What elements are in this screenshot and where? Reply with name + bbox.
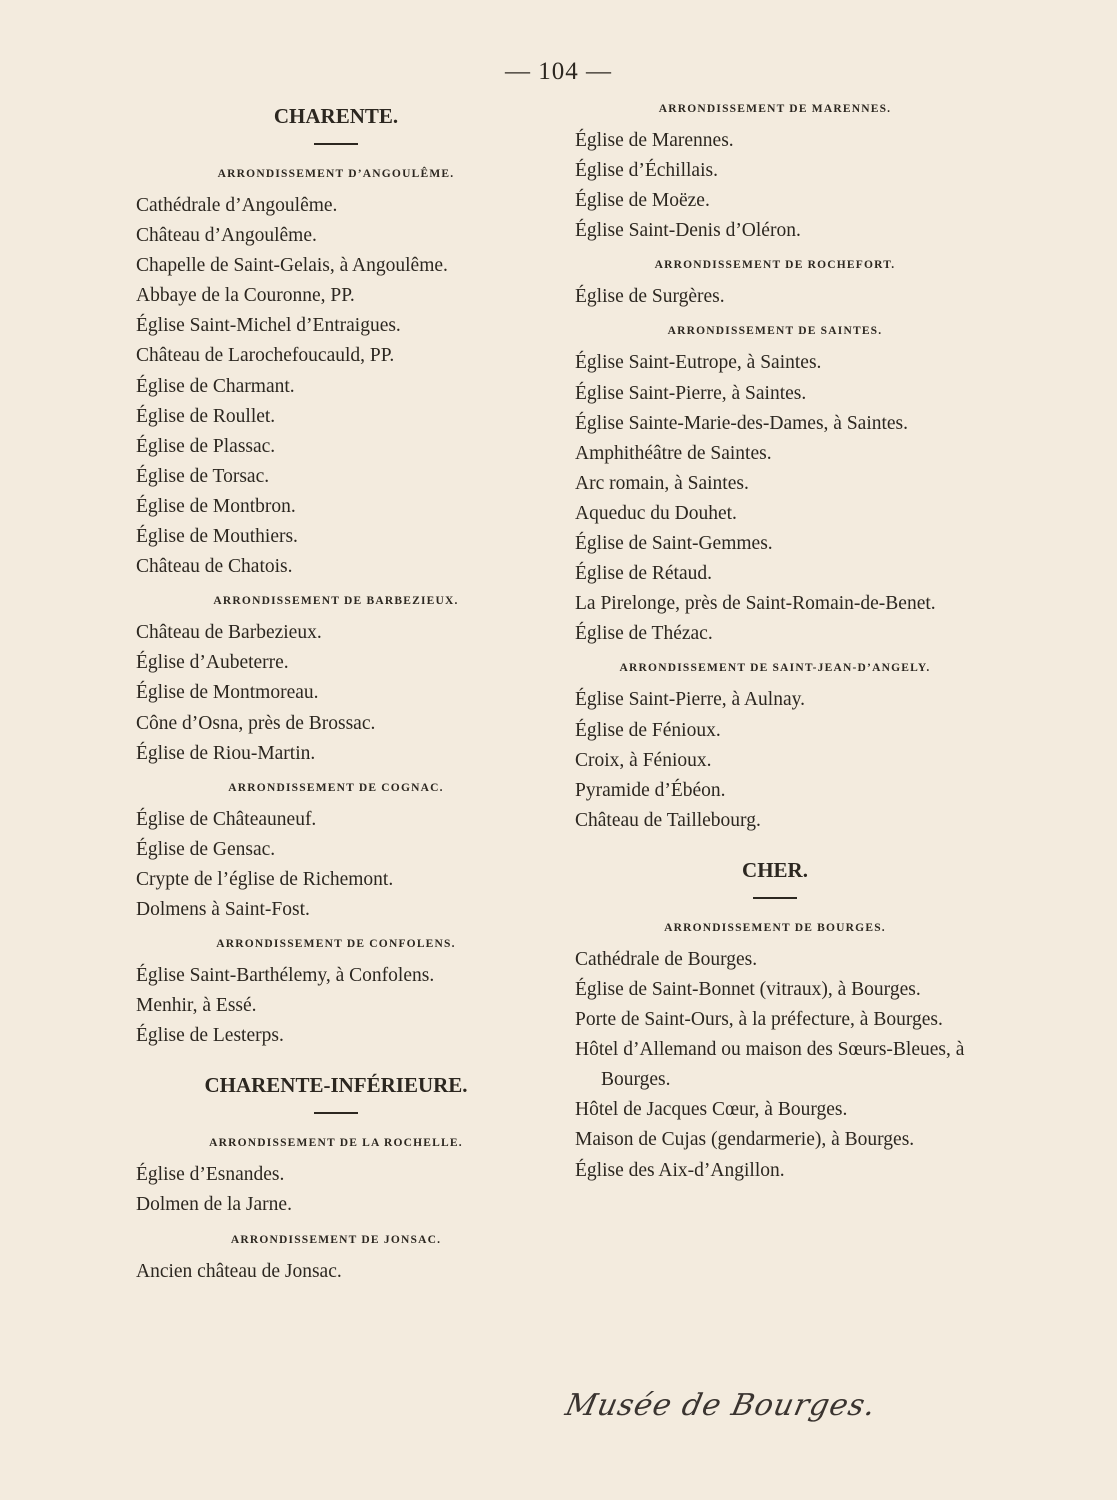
monument-entry: Cathédrale de Bourges. [575, 948, 758, 970]
monument-entry: Arc romain, à Saintes. [575, 472, 749, 494]
page-number: — 104 — [505, 58, 612, 85]
arrondissement-title: ARRONDISSEMENT DE MARENNES. [658, 103, 892, 115]
monument-entry: Église Sainte-Marie-des-Dames, à Saintes. [575, 412, 909, 434]
arrondissement-section [575, 919, 975, 1186]
monument-entry: Église des Aix-d’Angillon. [575, 1159, 785, 1181]
arrondissement-title: ARRONDISSEMENT DE BOURGES. [664, 921, 886, 934]
monument-entry: Église de Gensac. [136, 838, 276, 860]
department-title: CHER. [742, 857, 808, 882]
monument-entry: Église de Rétaud. [575, 563, 713, 585]
monument-entry: Cathédrale d’Angoulême. [136, 195, 338, 216]
monument-entry: Porte de Saint-Ours, à la préfecture, à Bourges. [575, 1009, 943, 1031]
arrondissement-title: ARRONDISSEMENT DE SAINTES. [667, 325, 883, 338]
monument-entry: Église de Montmoreau. [136, 682, 319, 704]
arrondissement-section [136, 592, 536, 768]
monument-entry: Cône d’Osna, près de Brossac. [136, 712, 376, 734]
monument-entry: Église Saint-Barthélemy, à Confolens. [136, 965, 435, 987]
arrondissement-section [136, 165, 536, 582]
arrondissement-title: ARRONDISSEMENT DE LA ROCHELLE. [209, 1137, 463, 1150]
monument-entry: Église de Surgères. [575, 286, 725, 308]
arrondissement-section [136, 779, 536, 925]
right-column [575, 100, 975, 1196]
monument-list [575, 348, 975, 649]
monument-entry: Église d’Échillais. [575, 160, 718, 182]
monument-entry: Église Saint-Denis d’Oléron. [575, 220, 801, 242]
department-title: CHARENTE-INFÉRIEURE. [204, 1073, 468, 1098]
department-section [136, 1069, 536, 1286]
section-divider [753, 897, 797, 899]
department-title: CHARENTE. [273, 104, 399, 128]
arrondissement-section [136, 935, 536, 1051]
monument-entry: Croix, à Fénioux. [575, 749, 712, 771]
handwritten-note: Musée de Bourges. [562, 1388, 880, 1423]
arrondissement-title: ARRONDISSEMENT D’ANGOULÊME. [217, 168, 455, 180]
monument-entry: Église d’Esnandes. [136, 1164, 285, 1186]
monument-list [136, 1160, 536, 1220]
section-divider [314, 143, 358, 145]
monument-entry: Église de Charmant. [136, 375, 295, 397]
monument-entry: Église de Riou-Martin. [136, 742, 316, 764]
monument-entry: Dolmens à Saint-Fost. [136, 898, 310, 920]
monument-entry: Église de Montbron. [136, 495, 296, 517]
arrondissement-title: ARRONDISSEMENT DE JONSAC. [230, 1233, 442, 1246]
monument-entry: Église de Mouthiers. [136, 526, 298, 548]
monument-entry: Aqueduc du Douhet. [575, 502, 737, 524]
monument-entry: Château de Barbezieux. [136, 622, 322, 644]
monument-list [136, 1257, 536, 1287]
arrondissement-section [136, 1231, 536, 1287]
monument-entry: Église de Lesterps. [136, 1025, 284, 1047]
monument-entry: Ancien château de Jonsac. [136, 1260, 342, 1282]
monument-entry: Crypte de l’église de Richemont. [136, 868, 394, 890]
monument-entry: Église Saint-Eutrope, à Saintes. [575, 352, 822, 374]
arrondissement-title: ARRONDISSEMENT DE SAINT-JEAN-D’ANGELY. [619, 662, 931, 675]
monument-entry: Église de Roullet. [136, 405, 276, 427]
monument-entry: Pyramide d’Ébéon. [575, 779, 726, 801]
monument-entry: Église Saint-Pierre, à Aulnay. [575, 689, 805, 711]
department-section [575, 854, 975, 1186]
monument-list [575, 945, 975, 1186]
monument-entry: Église d’Aubeterre. [136, 652, 289, 674]
monument-entry: Maison de Cujas (gendarmerie), à Bourges. [575, 1129, 915, 1151]
arrondissement-title: ARRONDISSEMENT DE ROCHEFORT. [654, 259, 896, 272]
monument-entry: Église Saint-Michel d’Entraigues. [136, 315, 401, 337]
arrondissement-section [575, 322, 975, 649]
monument-entry: Église de Saint-Gemmes. [575, 533, 773, 555]
monument-entry: La Pirelonge, près de Saint-Romain-de-Benet. [575, 593, 936, 615]
monument-entry: Château de Chatois. [136, 556, 293, 578]
monument-list [136, 191, 536, 582]
arrondissement-title: ARRONDISSEMENT DE COGNAC. [228, 781, 444, 794]
arrondissement-title: ARRONDISSEMENT DE CONFOLENS. [216, 938, 456, 951]
monument-entry: Église Saint-Pierre, à Saintes. [575, 382, 807, 404]
department-section [136, 100, 536, 1051]
monument-entry: Église de Thézac. [575, 623, 713, 645]
monument-entry: Menhir, à Essé. [136, 995, 257, 1017]
monument-list [136, 805, 536, 925]
department-section [575, 100, 975, 836]
arrondissement-section [575, 256, 975, 312]
monument-entry: Abbaye de la Couronne, PP. [136, 285, 355, 307]
arrondissement-section [575, 659, 975, 835]
monument-entry: Château de Taillebourg. [575, 809, 761, 831]
monument-entry: Église de Torsac. [136, 465, 270, 487]
monument-entry: Église de Châteauneuf. [136, 808, 317, 830]
section-divider [314, 1112, 358, 1114]
left-column [136, 100, 536, 1297]
monument-entry: Église de Marennes. [575, 130, 734, 151]
monument-entry: Église de Saint-Bonnet (vitraux), à Bourges. [575, 978, 921, 1000]
monument-entry: Chapelle de Saint-Gelais, à Angoulême. [136, 255, 448, 277]
monument-list [136, 961, 536, 1051]
monument-entry: Hôtel de Jacques Cœur, à Bourges. [575, 1099, 848, 1121]
monument-entry: Dolmen de la Jarne. [136, 1194, 292, 1216]
arrondissement-title: ARRONDISSEMENT DE BARBEZIEUX. [213, 595, 459, 608]
monument-entry: Église de Plassac. [136, 435, 276, 457]
arrondissement-section [136, 1134, 536, 1220]
monument-list [136, 618, 536, 768]
monument-list [575, 126, 975, 246]
monument-entry: Château de Larochefoucauld, PP. [136, 345, 395, 367]
monument-entry: Église de Fénioux. [575, 719, 721, 741]
monument-list [575, 685, 975, 835]
monument-entry: Hôtel d’Allemand ou maison des Sœurs-Bleues, à Bourges. [575, 1039, 965, 1091]
arrondissement-section [575, 100, 975, 246]
monument-entry: Château d’Angoulême. [136, 225, 317, 247]
monument-entry: Amphithéâtre de Saintes. [575, 442, 772, 464]
monument-list [575, 282, 975, 312]
monument-entry: Église de Moëze. [575, 190, 710, 212]
